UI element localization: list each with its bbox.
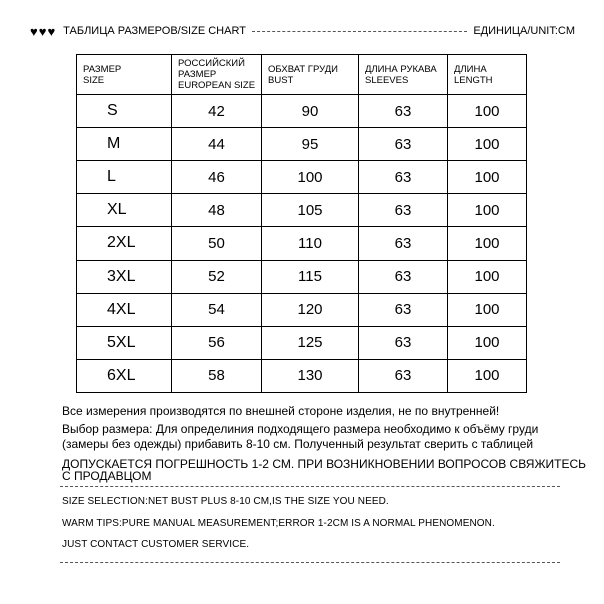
size-cell: 4XL	[77, 293, 172, 326]
table-row	[77, 293, 527, 326]
sleeves-cell: 63	[359, 326, 448, 359]
note-line-2: Выбор размера: Для определиния подходящего размера необходимо к объёму груди	[62, 422, 539, 436]
bust-cell: 115	[262, 260, 359, 293]
length-cell: 100	[448, 326, 527, 359]
header-line: EUROPEAN SIZE	[178, 80, 256, 91]
heart-icon: ♥	[30, 23, 38, 39]
table-row	[77, 227, 527, 260]
table-row	[77, 128, 527, 161]
length-cell: 100	[448, 359, 527, 392]
note-line-1: Все измерения производятся по внешней стороне изделия, не по внутренней!	[62, 404, 500, 418]
size-selection-text: SIZE SELECTION:NET BUST PLUS 8-10 CM,IS THE SIZE YOU NEED.	[62, 496, 389, 507]
header-size	[77, 55, 172, 95]
table-row	[77, 194, 527, 227]
european-size-cell: 44	[172, 128, 262, 161]
hearts	[30, 25, 55, 38]
european-size-cell: 58	[172, 359, 262, 392]
length-cell: 100	[448, 194, 527, 227]
bust-cell: 90	[262, 95, 359, 128]
european-size-cell: 42	[172, 95, 262, 128]
size-table	[76, 54, 527, 393]
bust-cell: 95	[262, 128, 359, 161]
table-row	[77, 161, 527, 194]
size-cell: S	[77, 95, 172, 128]
table-header-row	[77, 55, 527, 95]
sleeves-cell: 63	[359, 194, 448, 227]
bust-cell: 120	[262, 293, 359, 326]
warm-tips-text: WARM TIPS:PURE MANUAL MEASUREMENT;ERROR 1-2CM IS A NORMAL PHENOMENON.	[62, 518, 495, 529]
sleeves-cell: 63	[359, 95, 448, 128]
header-line: ДЛИНА	[454, 63, 487, 75]
european-size-cell: 56	[172, 326, 262, 359]
chart-header	[30, 20, 575, 42]
size-cell: 6XL	[77, 359, 172, 392]
chart-title: ТАБЛИЦА РАЗМЕРОВ/SIZE CHART	[63, 25, 246, 37]
header-length	[448, 55, 527, 95]
sleeves-cell: 63	[359, 161, 448, 194]
header-line: РАЗМЕР	[83, 63, 122, 75]
bust-cell: 125	[262, 326, 359, 359]
sleeves-cell: 63	[359, 359, 448, 392]
header-line: ДЛИНА РУКАВА	[365, 63, 437, 75]
length-cell: 100	[448, 260, 527, 293]
length-cell: 100	[448, 227, 527, 260]
header-line: LENGTH	[454, 74, 493, 86]
heart-icon: ♥	[38, 23, 47, 39]
header-line: РАЗМЕР	[178, 69, 217, 80]
bust-cell: 100	[262, 161, 359, 194]
size-cell: M	[77, 128, 172, 161]
table-row	[77, 260, 527, 293]
header-divider	[252, 31, 467, 32]
header-line: SIZE	[83, 74, 105, 86]
european-size-cell: 50	[172, 227, 262, 260]
sleeves-cell: 63	[359, 293, 448, 326]
contact-text: JUST CONTACT CUSTOMER SERVICE.	[62, 539, 250, 550]
note-line-4: ДОПУСКАЕТСЯ ПОГРЕШНОСТЬ 1-2 СМ. ПРИ ВОЗНИКНОВЕНИИ ВОПРОСОВ СВЯЖИТЕСЬ	[62, 457, 587, 471]
header-european-size	[172, 55, 262, 95]
size-cell: XL	[77, 194, 172, 227]
size-cell: L	[77, 161, 172, 194]
length-cell: 100	[448, 161, 527, 194]
european-size-cell: 48	[172, 194, 262, 227]
european-size-cell: 52	[172, 260, 262, 293]
size-cell: 2XL	[77, 227, 172, 260]
sleeves-cell: 63	[359, 128, 448, 161]
table-row	[77, 95, 527, 128]
european-size-cell: 54	[172, 293, 262, 326]
table-row	[77, 359, 527, 392]
length-cell: 100	[448, 95, 527, 128]
length-cell: 100	[448, 293, 527, 326]
header-bust	[262, 55, 359, 95]
divider-1	[60, 486, 560, 487]
length-cell: 100	[448, 128, 527, 161]
heart-icon: ♥	[47, 23, 56, 39]
header-line: BUST	[268, 74, 294, 86]
european-size-cell: 46	[172, 161, 262, 194]
sleeves-cell: 63	[359, 227, 448, 260]
divider-2	[60, 562, 560, 563]
bust-cell: 130	[262, 359, 359, 392]
bust-cell: 105	[262, 194, 359, 227]
unit-label: ЕДИНИЦА/UNIT:CM	[473, 25, 575, 37]
table-body	[77, 95, 527, 393]
size-cell: 3XL	[77, 260, 172, 293]
note-line-5: С ПРОДАВЦОМ	[62, 469, 152, 483]
table-row	[77, 326, 527, 359]
note-line-3: (замеры без одежды) прибавить 8-10 см. Полученный результат сверить с таблицей	[62, 437, 534, 451]
size-cell: 5XL	[77, 326, 172, 359]
sleeves-cell: 63	[359, 260, 448, 293]
header-line: SLEEVES	[365, 74, 409, 86]
header-line: РОССИЙСКИЙ	[178, 58, 245, 69]
header-line: ОБХВАТ ГРУДИ	[268, 63, 338, 75]
header-sleeves	[359, 55, 448, 95]
bust-cell: 110	[262, 227, 359, 260]
